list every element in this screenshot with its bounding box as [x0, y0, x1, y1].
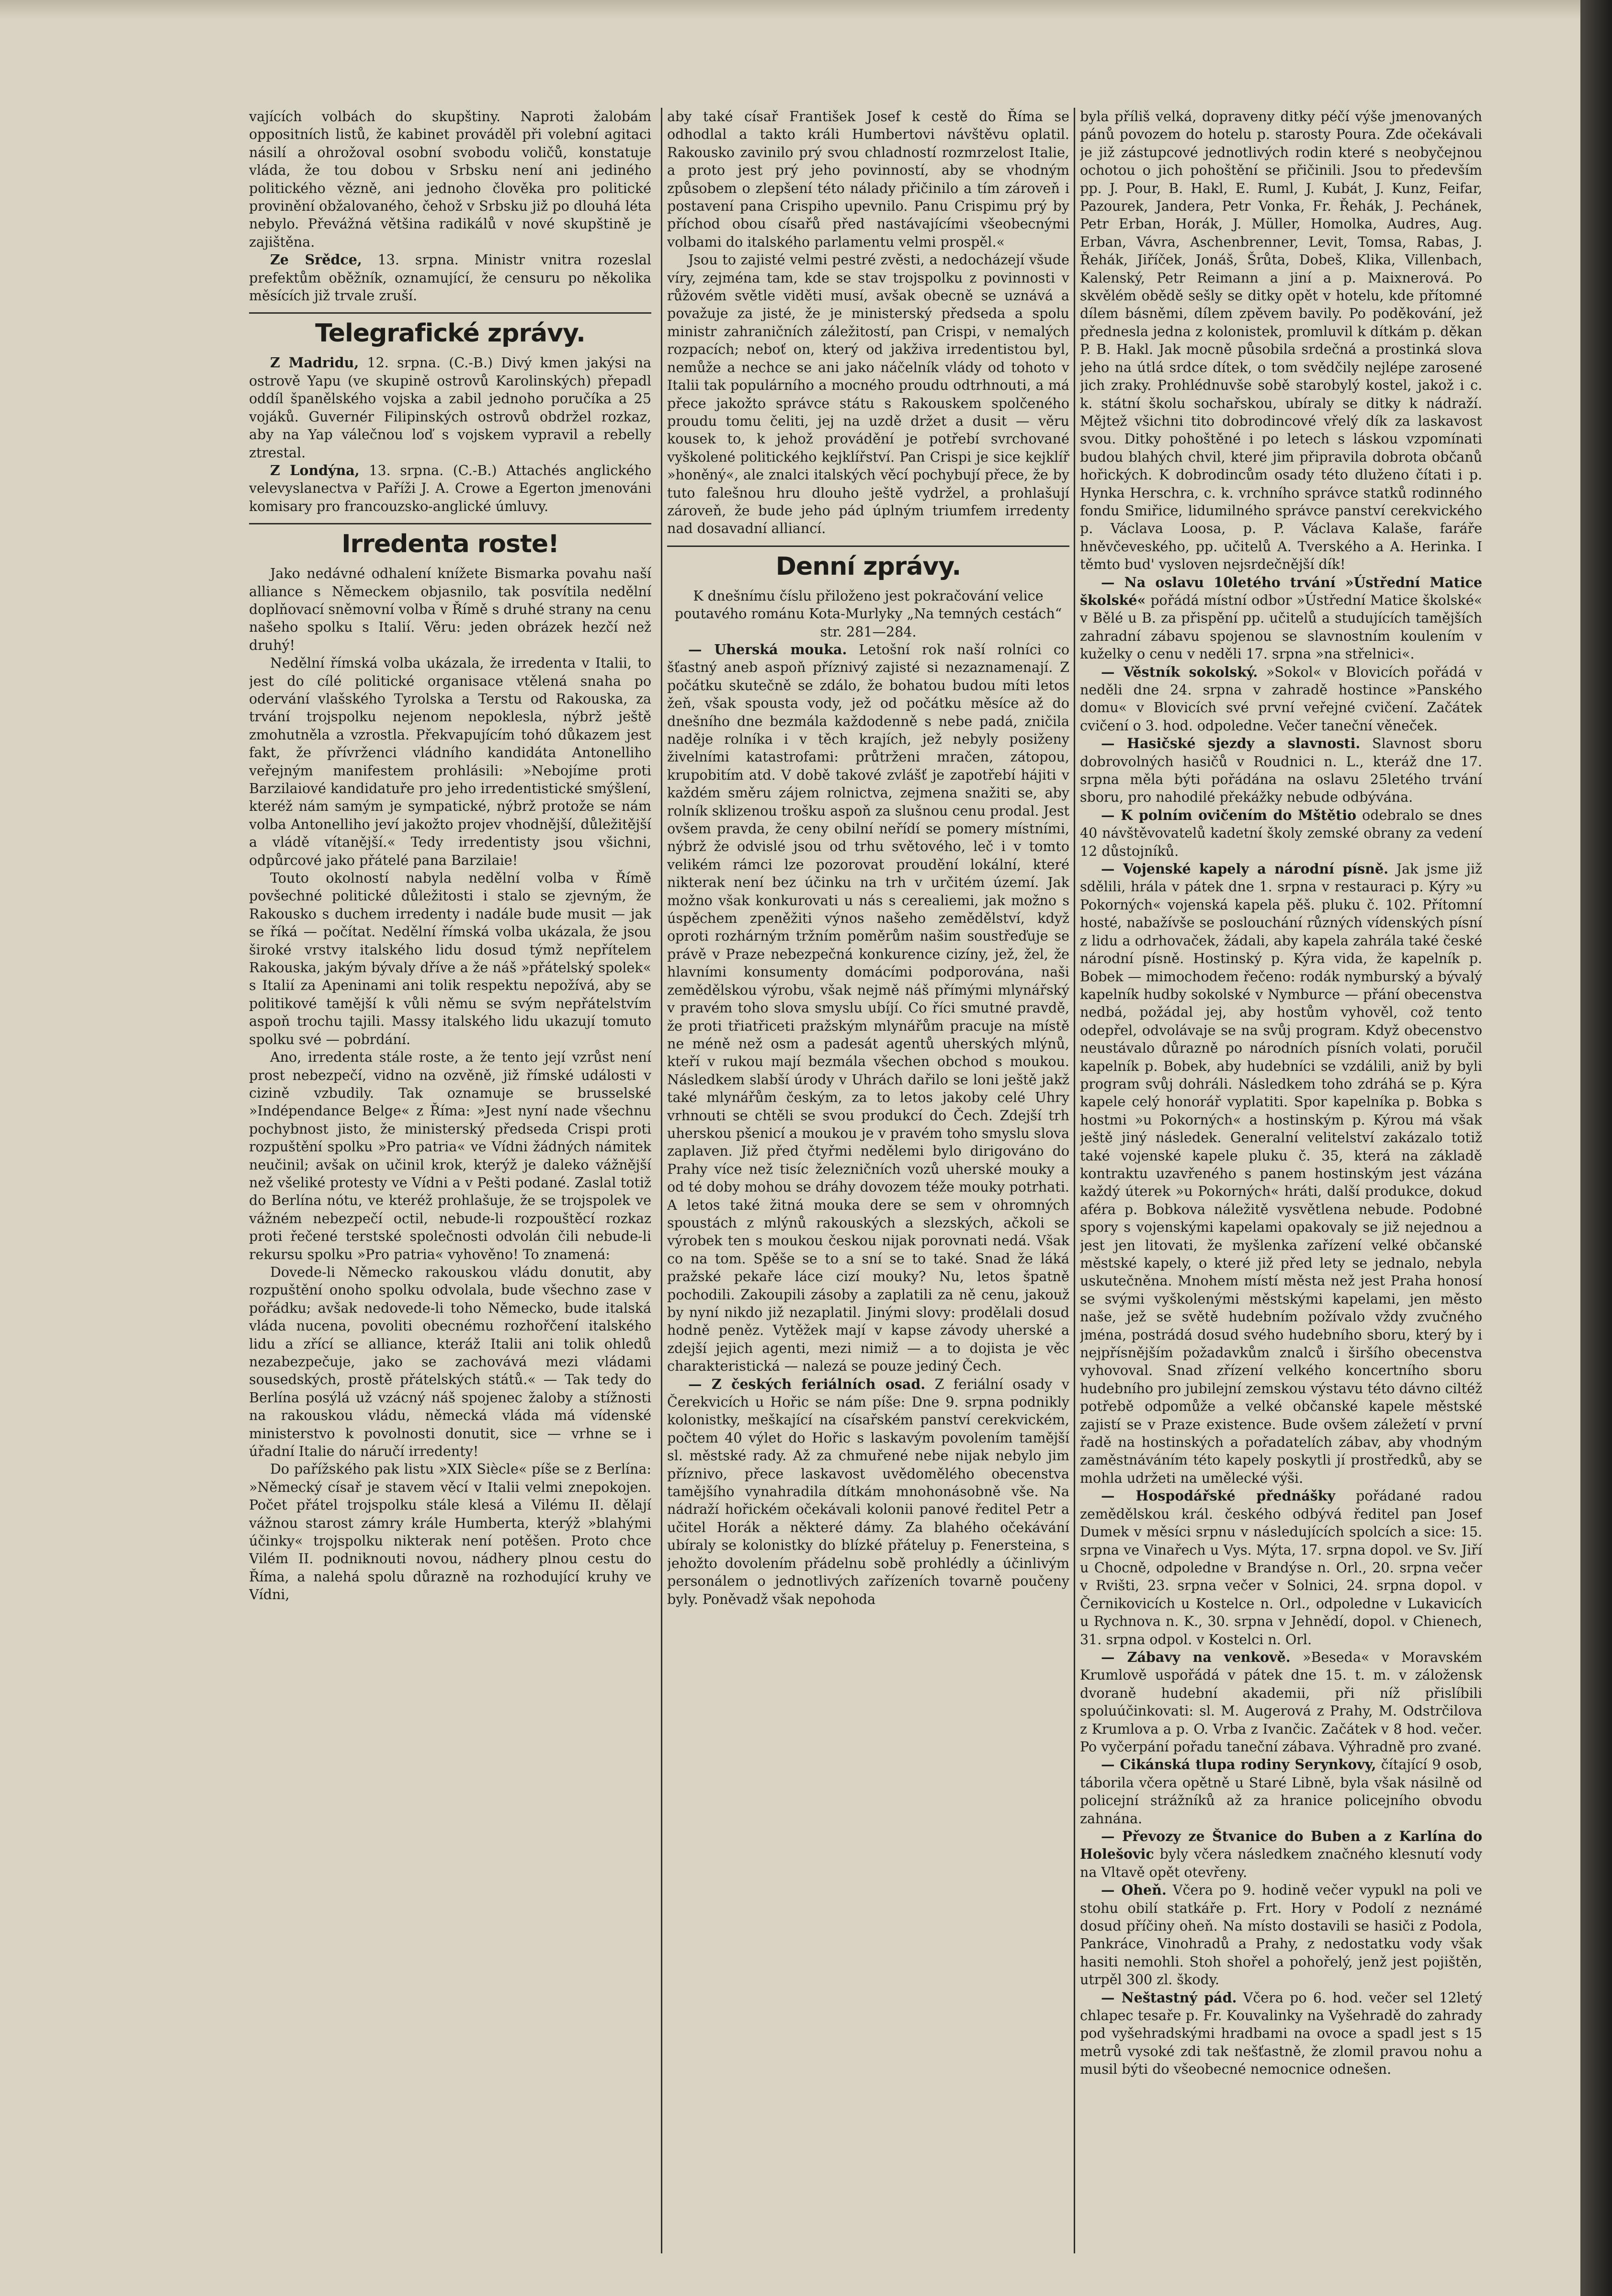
- paragraph-text: byly včera následkem značného klesnutí vody na Vltavě opět otevřeny.: [1080, 1846, 1482, 1880]
- paragraph-text: pořádané radou zemědělskou král. českého odbývá ředitel pan Josef Dumek v měsíci srpnu v následujících spolcích a sice: 15. srpna ve Vinařech u Vys. Mýta, 17. srpna dopol. ve Sv. Jiří u Chocně, odpoledne v Brandýse n. Orl., 20. srpna večer v Rvišti, 23. srpna večer v Solnici, 24. srpna dopol. v Černikovicích u Kostelce n. Orl., odpoledne v Lukavicích u Rychnova n. K., 30. srpna v Jehnědí, dopol. v Chienech, 31. srpna odpol. v Kostelci n. Orl.: [1080, 1488, 1482, 1648]
- paragraph-text: Jak jsme již sdělili, hrála v pátek dne 1. srpna v restauraci p. Kýry »u Pokorných« vojenská kapela pěš. pluku č. 102. Přítomní hosté, nabažívše se poslouchání různých vídenských písní z lidu a odrhovaček, žádali, aby kapela zahrála také české národní písně. Hostinský p. Kýra vida, že kapelník p. Bobek — mimochodem řečeno: rodák nymburský a bývalý kapelník hudby sokolské v Nymburce — přání obecenstva nedbá, požádal jej, aby hostům vyhověl, což tento odepřel, odvolávaje se na svůj program. Když obecenstvo neustávalo důrazně po národních písních volati, poručil kapelník p. Bobek, aby hudebníci se vzdálili, aniž by byli program svůj dohráli. Následkem toho zdráhá se p. Kýra kapele celý honorář vyplatiti. Spor kapelníka p. Bobka s hostmi »u Pokorných« a hostinským p. Kýrou má však ještě jiný následek. Generalní velitelství zakázalo totiž také vojenské kapele pluku č. 35, která na základě kontraktu uzavřeného s panem hostinským jest vázána každý úterek »u Pokorných« hráti, další produkce, dokud aféra p. Bobkova náležitě vysvětlena nebude. Podobné spory s vojenskými kapelami opakovaly se již nejednou a jest jen litovati, že myšlenka zařízení velké občanské městské kapely, o které již před lety se jednalo, nebyla uskutečněna. Mnohem místí města než jest Praha honosí se svými vyškolenými městskými kapelami, jen město naše, jež se světě hudebním požívalo vždy zvučného jména, postrádá dosud svého hudebního sboru, který by i nejpřísnějším požadavkům znalců i širšího obecenstva vyhovoval. Snad zřízení velkého koncertního sboru hudebního pro jubilejní zemskou výstavu této dávno ciltéž potřebě odpomůže a velké občanské kapele městské zajistí se v Praze existence. Bude ovšem záležetí v první řadě na hostinských a pořadatelích zábav, aby vhodným zaměstnáváním této kapely poskytli jí prostředků, aby se mohla udržeti na umělecké výši.: [1080, 861, 1482, 1486]
- paragraph: [1080, 735, 1482, 807]
- paragraph-lead: — Věstník sokolský.: [1101, 663, 1258, 680]
- paragraph-text: Letošní rok naší rolníci co šťastný aneb aspoň příznivý zajisté si nezaznamenají. Z počátku skutečně se zdálo, že bohatou budou míti letos žeň, však spousta vody, jež od počátku měsíce až do dnešního dne bezmála každodenně s nebe padá, zničila naděje rolníka i v těch krajích, jež nebyly posiženy živelními katastrofami: průtrženi mračen, zátopou, krupobitím atd. V době takové zvlášť je zapotřebí hájiti v každém směru zájem rolnictva, zejmena snažiti se, aby rolník sklizenou trošku aspoň za slušnou cenu prodal. Jest ovšem pravda, že ceny obilní neřídí se pomery místními, nýbrž že odvislé jsou od trhu světového, leč i v tomto velikém rámci lze pozorovat proudění lokální, které nikterak není bez účinku na trh v určitém území. Jak možno však konkurovati u nás s cerealiemi, jak možno s úspěchem zpeněžiti výnos našeho zemědělství, když oproti rozhárným tržním poměrům našim soustřeďuje se právě v Praze nebezpečná konkurence cizíny, jež, žel, že hlavními konsumenty domácími podporována, naši zemědělskou výrobu, však nejmě náš přímými mlynářský v pravém toho slova smyslu ubíjí. Co říci smutné pravdě, že proti třiatřiceti pražským mlynářům pracuje na místě ne méně než osm a padesát agentů uherských mlýnů, kteří v rukou mají bezmála všechen obchod s moukou. Následkem slabší úrody v Uhrách dařilo se loni ještě jakž také mlynářům českým, za to letos jakoby celé Uhry vrhnouti se chtěli se svou produkcí do Čech. Zdejší trh uherskou pšenicí a moukou je v pravém toho smyslu slova zaplaven. Již před čtyřmi nedělemi bylo dirigováno do Prahy více než tisíc železničních vozů uherské mouky a od té doby mohou se dráhy dovozem téže mouky potrhati. A letos také žitná mouka dere se sem v ohromných spoustách z mlýnů rakouských a slezských, ačkoli se výrobek ten s moukou českou nijak porovnati nedá. Však co na tom. Spěše se to a sní se to také. Snad že láká pražské pekaře láce cizí mouky? Nu, letos špatně pochodili. Zakoupili zásoby a zaplatili za ně cenu, jakouž by nyní nikdo již nezaplatil. Jinými slovy: prodělali dosud hodně peněz. Vytěžek mají v kapse závody uherské a zdejší jejich agenti, mezi nimiž — a to dojista je věc charakteristická — nalezá se pouze jediný Čech.: [667, 641, 1069, 1375]
- paragraph: [249, 462, 651, 515]
- paragraph: Touto okolností nabyla nedělní volba v Římě povšechné politické důležitosti i stalo se zjevným, že Rakousko s duchem irredenty i nadále bude musit — jak se říká — počítat. Nedělní římská volba ukázala, že jsou široké vrstvy italského lidu dosud týmž nepřítelem Rakouska, jakým bývaly dříve a že náš »přátelský spolek« s Italií za Apeninami ani tolik respektu nepožívá, aby se politikové tamější k vůli němu se svým nepřátelstvím aspoň trochu tajili. Massy italského lidu ukazují tomuto spolku své — pobrdání.: [249, 870, 651, 1047]
- paragraph: [249, 354, 651, 461]
- paragraph-text: čítající 9 osob, táborila včera opětně u Staré Libně, byla však násilně od policejní strážníků až za hranice policejního obvodu zahnána.: [1080, 1757, 1482, 1827]
- paragraph-text: pořádá místní odbor »Ústřední Matice školské« v Bělé u B. za přispění pp. učitelů a studujících tamějších zahradní zábavu spojenou se slavnostním koulením v kuželky o cenu v neděli 17. srpna »na střelnici«.: [1080, 592, 1482, 662]
- paragraph-text: Včera po 9. hodině večer vypukl na poli ve stohu obilí statkáře p. Frt. Hory v Podolí z neznámé dosud příčiny oheň. Na místo dostavili se hasiči z Podola, Pankráce, Vinohradů a Prahy, z nedostatku vody však hasiti nemohli. Stoh shořel a pohořelý, jenž jest pojištěn, utrpěl 300 zl. škody.: [1080, 1882, 1482, 1988]
- paragraph: aby také císař František Josef k cestě do Říma se odhodlal a takto králi Humbertovi návštěvu oplatil. Rakousko zavinilo prý svou chladností rozmrzelost Italie, a proto jest prý jeho povinností, aby se vhodným způsobem o zlepšení této nálady přičinilo a tím zároveň i postavení pana Crispiho upevnilo. Panu Crispimu prý by příchod obou císařů před nastávajícími všeobecnými volbami do italského parlamentu velmi prospěl.«: [667, 109, 1069, 250]
- paragraph: vajících volbách do skupštiny. Naproti žalobám oppositních listů, že kabinet prováděl při volební agitaci násilí a ohrožoval osobní svobodu voličů, konstatuje vláda, že tou dobou v Srbsku není ani jediného politického vězně, ani jednoho člověka pro politické provinění obžalovaného, čehož v Srbsku již po dlouhá léta nebylo. Převážná většina radikálů v nové skupštině je zajištěna.: [249, 109, 651, 250]
- paragraph: [1080, 1989, 1482, 2079]
- section-heading: Telegrafické zprávy.: [249, 312, 651, 348]
- paragraph-text: »Beseda« v Moravském Krumlově uspořádá v pátek dne 15. t. m. v záložensk dvoraně hudební akademii, při níž přislíbili spoluúčinkovati: sl. M. Augerová z Prahy, M. Odstrčilova z Krumlova a p. O. Vrba z Ivančic. Začátek v 8 hod. večer. Po vyčerpání pořadu taneční zábava. Výhradně pro zvané.: [1080, 1649, 1482, 1755]
- paragraph-text: Včera po 6. hod. večer sel 12letý chlapec tesaře p. Fr. Kouvalinky na Vyšehradě do zahrady pod vyšehradskými hradbami na ovoce a spadl jest s 15 metrů vysoké zdi tak nešťastně, že zlomil pravou nohu a musil býti do všeobecné nemocnice odnešen.: [1080, 1989, 1482, 2078]
- page-binding-shadow: [1580, 0, 1612, 2296]
- paragraph-text: 13. srpna. Ministr vnitra rozeslal prefektům oběžník, oznamující, že censuru po několika měsících již trvale zruší.: [249, 252, 651, 304]
- paragraph: [667, 641, 1069, 1375]
- paragraph-text: Slavnost sboru dobrovolných hasičů v Roudnici n. L., kteráž dne 17. srpna měla býti pořádána na oslavu 25letého trvání sboru, pro nahodilé překážky nebude odbývána.: [1080, 736, 1482, 806]
- paragraph: [1080, 1487, 1482, 1648]
- middle-column: [667, 108, 1069, 2258]
- right-column: [1080, 108, 1482, 2258]
- supplement-notice: K dnešnímu číslu přiloženo jest pokračování velice poutavého románu Kota-Murlyky „Na temných cestách“ str. 281—284.: [674, 588, 1062, 640]
- paragraph-lead: — Cikánská tlupa rodiny Serynkovy,: [1101, 1756, 1376, 1773]
- paragraph: [1080, 807, 1482, 860]
- paragraph-text: odebralo se dnes 40 návštěvovatelů kadetní školy zemské obrany za vedení 12 důstojníků.: [1080, 807, 1482, 859]
- paragraph: [1080, 860, 1482, 1487]
- paragraph-text: Z feriální osady v Čerekvicích u Hořic se nám píše: Dne 9. srpna podnikly kolonistky, meškající na císařském panství cerekvickém, počtem 40 výlet do Hořic s laskavým povolením tamější sl. městské rady. Až za chmuřené nebe nijak nebylo jim příznivo, přece laskavost uvědomělého obecenstva tamějšího vynahradila dítkám mnohonásobně vše. Na nádraží hořickém očekávali kolonii panové ředitel Petr a učitel Horák a některé dámy. Za blahého očekávání ubíraly se kolonistky do blízké přáteluy p. Fenersteina, s jehožto dovolením přádelnu sobě prohlédly a účinlivým personálem o jednotlivých zařízeních tovarně poučeny byly. Poněvadž však nepohoda: [667, 1376, 1069, 1607]
- paragraph: Nedělní římská volba ukázala, že irredenta v Italii, to jest do cílé politické organisace vtělená snaha po odervání vlašského Tyrolska a Terstu od Rakouska, za trvání trojspolku nejenom nepoklesla, nýbrž ještě zmohutněla a vzrostla. Překvapujícím tohó důkazem jest fakt, že přívrženci vládního kandidáta Antonelliho veřejným manifestem prohlásili: »Nebojíme proti Barzilaiové kandidatuře pro jeho irredentistické smýšlení, kteréž nám samým je sympatické, nýbrž protože se nám volba Antonelliho jeví jakožto projev vhodnější, důležitější a vládě vítanější.« Tedy irredentisty jsou všichni, odpůrcové jako přátelé pana Barzilaie!: [249, 655, 651, 868]
- paragraph-lead: — Vojenské kapely a národní písně.: [1101, 861, 1389, 877]
- paragraph-text: 13. srpna. (C.-B.) Attachés anglického velevyslanectva v Paříži J. A. Crowe a Egerton jmenováni komisary pro francouzsko-anglické úmluvy.: [249, 462, 651, 514]
- paragraph-lead: — Oheň.: [1101, 1882, 1167, 1898]
- paragraph: Ano, irredenta stále roste, a že tento její vzrůst není prost nebezpečí, vidno na ozvěně, již římské události v cizině vzbudily. Tak oznamuje se brusselské »Indépendance Belge« z Říma: »Jest nyní nade všechnu pochybnost jisto, že ministerský předseda Crispi proti rozpuštění spolku »Pro patria« ve Vídni žádných námitek neučinil; avšak on učinil krok, kterýž je daleko vážnější než všeliké protesty ve Vídni a v Pešti podané. Zaslal totiž do Berlína nótu, ve kteréž prohlašuje, že se trojspolek ve vážném nebezpečí octil, nebude-li rozpouštěcí rozkaz proti řečené terstské společnosti odvolán čili nebude-li rekursu spolku »Pro patria« vyhověno! To znamená:: [249, 1049, 651, 1262]
- section-heading: Denní zprávy.: [667, 546, 1069, 581]
- paragraph-lead: — Hasičské sjezdy a slavnosti.: [1101, 735, 1361, 752]
- paragraph: byla příliš velká, dopraveny ditky péčí výše jmenovaných pánů povozem do hotelu p. starosty Poura. Zde očekávali je již zástupcové jednotlivých rodin které s neobyčejnou ochotou o jich pohoštění se přičinili. Jsou to především pp. J. Pour, B. Hakl, E. Ruml, J. Kubát, J. Kunz, Feifar, Pazourek, Jandera, Petr Vonka, Fr. Řehák, J. Pechánek, Petr Erban, Horák, J. Müller, Homolka, Audres, Aug. Erban, Vávra, Aschenbrenner, Levit, Tomsa, Rabas, J. Řehák, Jiříček, Jonáš, Šrůta, Dobeš, Klika, Villenbach, Kalenský, Petr Reimann a jiní a p. Maixnerová. Po skvělém obědě sešly se ditky opět v hotelu, kde přítomné dílem básněmi, dílem zpěvem bavily. Po poděkování, jež přednesla jedna z kolonistek, promluvil k dítkám p. děkan P. B. Hakl. Jak mocně působila srdečná a prostinká slova jeho na útlá srdce dítek, o tom svědčily nejlépe zarosené jich zraky. Prohlédnuvše sobě starobylý kostel, jakož i c. k. státní školu sochařskou, ubíraly se ditky k nádraží. Mějtež všichni tito dobrodincové vřelý dík za laskavost svou. Ditky pohoštěné i po letech s láskou vzpomínati budou blahých chvil, které jim připravila dobrota občanů hořických. K dobrodincům osady této dluženo čítati i p. Hynka Herschra, c. k. vrchního správce statků rodinného fondu Smiřice, lidumilného správce panství cerekvického p. Václava Loosa, p. P. Václava Kalaše, faráře hněvčeveského, pp. učitelů A. Tverského a A. Herinka. I těmto bud' vysloven nejsrdečnější dík!: [1080, 109, 1482, 573]
- paragraph-lead: — Zábavy na venkově.: [1101, 1648, 1291, 1665]
- paragraph-lead: — Převozy ze Štvanice do Buben a z Karlína do Holešovic: [1080, 1828, 1482, 1863]
- paragraph: [1080, 1756, 1482, 1828]
- paragraph-lead: Z Madridu,: [270, 354, 359, 371]
- paragraph: Do pařížského pak listu »XIX Siècle« píše se z Berlína: »Německý císař je stavem věcí v Italii velmi znepokojen. Počet přátel trojspolku stále klesá a Vilému II. dělají vážnou starost zámry krále Humberta, kterýž »blahými účinky« trojspolku nikterak není potěšen. Proto chce Vilém II. podniknouti novou, nádhery plnou cestu do Říma, a nalehá spolu důrazně na rozhodující kruhy ve Vídni,: [249, 1461, 651, 1603]
- paragraph: Jako nedávné odhalení knížete Bismarka povahu naší alliance s Německem objasnilo, tak posvítila nedělní doplňovací sněmovní volba v Římě s druhé strany na cenu našeho spolku s Italií. Věru: jeden obrázek hezčí než druhý!: [249, 566, 651, 653]
- paragraph-text: »Sokol« v Blovicích pořádá v neděli dne 24. srpna v zahradě hostince »Panského domu« v Blovicích své první veřejné cvičení. Začátek cvičení o 3. hod. odpoledne. Večer taneční věneček.: [1080, 664, 1482, 734]
- section-heading: Irredenta roste!: [249, 523, 651, 559]
- paragraph: Jsou to zajisté velmi pestré zvěsti, a nedocházejí všude víry, zejména tam, kde se stav trojspolku z povinnosti v růžovém světle viděti musí, avšak obecně se uznává a považuje za jisté, že je ministerský předseda a spolu ministr zahraničních záležitostí, pan Crispi, v nemalých rozpacích; neboť on, který od jakživa irredentistou byl, nemůže a nechce se ani jako náčelník vlády od tohoto v Italii tak populárního a mocného proudu odtrhnouti, a má přece jakožto správce státu s Rakouskem spolčeného proudu tomu čeliti, jej na uzdě držet a dusit — věru kousek to, k jehož provádění je potřebí svrchované vyškolené politického kejklířství. Pan Crispi je sice kejklíř »honěný«, ale znalci italských věcí pochybují přece, že by tuto falešnou hru dlouho ještě vydržel, a prohlašují zároveň, že bude jeho pád úplným triumfem irredenty nad dosavadní alliancí.: [667, 252, 1069, 537]
- paragraph-lead: — Uherská mouka.: [688, 641, 847, 658]
- left-column: [249, 108, 651, 2258]
- paragraph: [1080, 1828, 1482, 1881]
- paragraph-lead: Ze Srědce,: [270, 251, 362, 268]
- paragraph: [1080, 1648, 1482, 1756]
- paragraph: [1080, 574, 1482, 663]
- paragraph: [1080, 1881, 1482, 1989]
- paragraph: Dovede-li Německo rakouskou vládu donutit, aby rozpuštění onoho spolku odvolala, bude všechno zase v pořádku; avšak nedovede-li toho Německo, bude italská vláda nucena, povoliti obecnému rozhořčení italského lidu a zřící se alliance, kteráž Italii ani tolik ohledů nezabezpečuje, jako se zachovává mezi vládami sousedských, prostě přátelských států.« — Tak tedy do Berlína posýlá už vzácný náš spojenec žaloby a stížnosti na rakouskou vládu, německá vláda má vídenské ministerstvo k povolnosti donutit, sice — vrhne se i úřadní Italie do náručí irredenty!: [249, 1264, 651, 1460]
- page-top-edge: [0, 0, 1612, 19]
- paragraph-lead: Z Londýna,: [270, 462, 360, 478]
- column-divider: [1074, 108, 1075, 2253]
- column-divider: [661, 108, 662, 2253]
- paragraph-lead: — Na oslavu 10letého trvání »Ústřední Matice školské«: [1080, 574, 1482, 608]
- paragraph-lead: — Hospodářské přednášky: [1101, 1488, 1336, 1504]
- paragraph: [249, 251, 651, 305]
- paragraph: [1080, 663, 1482, 735]
- paragraph-lead: — Z českých feriálních osad.: [688, 1375, 926, 1392]
- paragraph-text: 12. srpna. (C.-B.) Divý kmen jakýsi na ostrově Yapu (ve skupině ostrovů Karolinských) přepadl oddíl španělského vojska a zabil jednoho poručíka a 25 vojáků. Guvernér Filipinských ostrovů obdržel rozkaz, aby na Yap válečnou loď s vojskem vypravil a rebelly ztrestal.: [249, 355, 651, 461]
- paragraph: [667, 1375, 1069, 1608]
- paragraph-lead: — K polním ovičením do Mštětio: [1101, 807, 1357, 823]
- paragraph-lead: — Neštastný pád.: [1101, 1989, 1237, 2006]
